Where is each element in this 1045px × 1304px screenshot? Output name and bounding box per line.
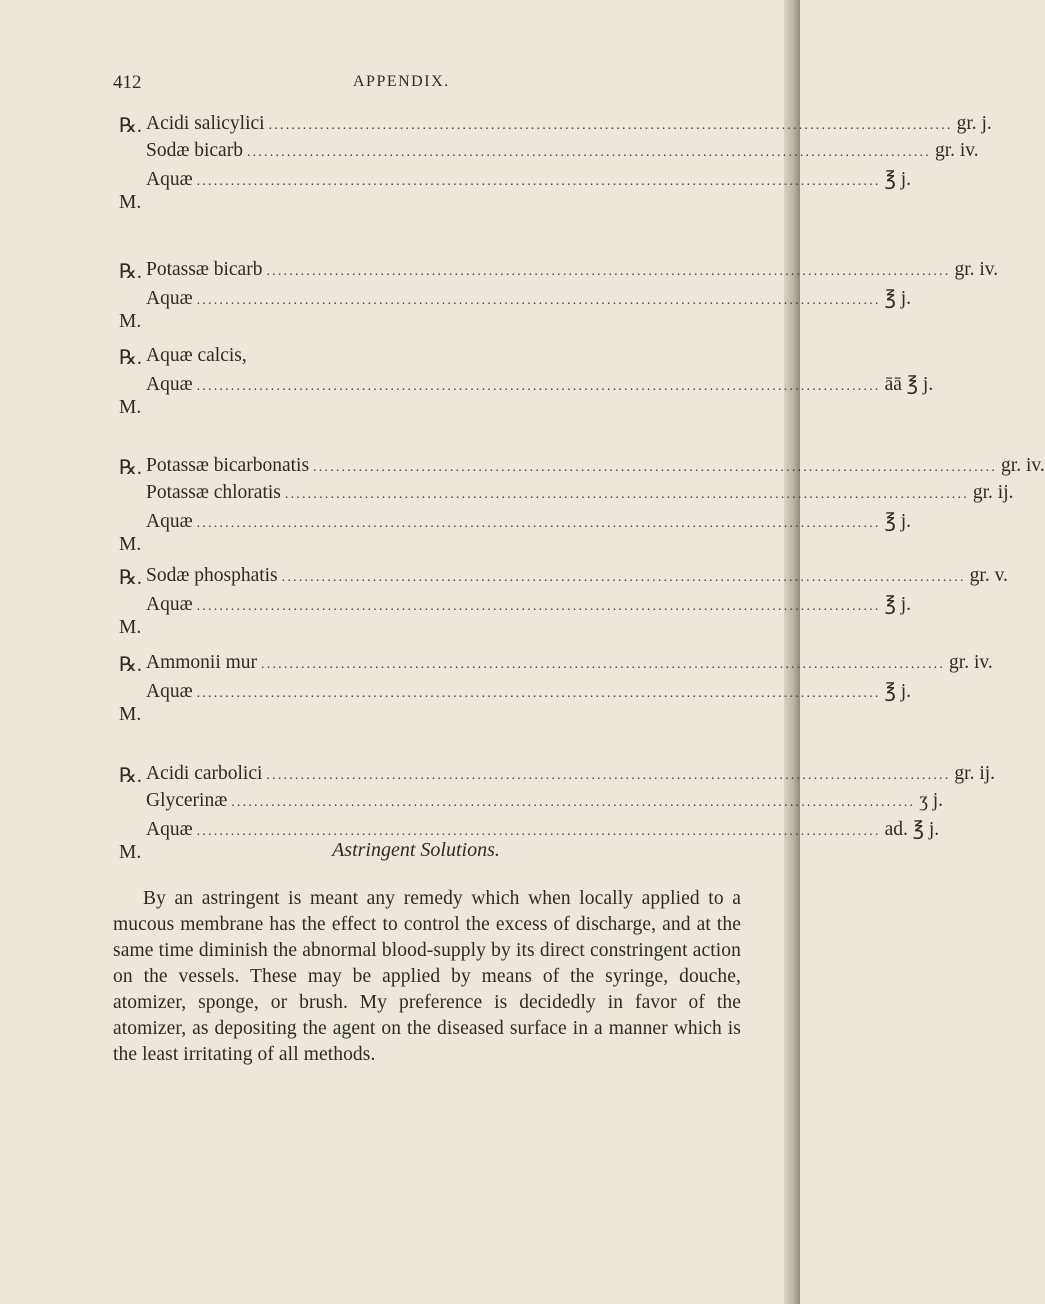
ingredient-name: Potassæ bicarbonatis bbox=[146, 455, 310, 476]
misce-mark: M. bbox=[119, 397, 142, 418]
ingredient-quantity: gr. iv. bbox=[1001, 455, 1045, 476]
ingredient-quantity: ℥ j. bbox=[884, 511, 912, 532]
body-paragraph: By an astringent is meant any remedy which when locally applied to a mucous membrane has the effect to control the excess of discharge, and at the same time diminish the abnormal blood-supply by its direct constringent action on the vessels. These may be applied by means of the syringe, douche, atomizer, sponge, or brush. My preference is decidedly in favor of the atomizer, as depositing the agent on the diseased surface in a manner which is the least irritating of all methods. bbox=[113, 888, 741, 1065]
misce-mark: M. bbox=[119, 617, 142, 638]
ingredient bbox=[146, 652, 993, 674]
ingredient-name: Glycerinæ bbox=[146, 790, 228, 811]
dot-leader: ........................................................................................................................ bbox=[196, 686, 881, 701]
ingredient-name: Aquæ bbox=[146, 819, 193, 840]
dot-leader: ........................................................................................................................ bbox=[266, 264, 951, 279]
recipe-symbol: ℞. bbox=[119, 765, 142, 787]
ingredient bbox=[146, 372, 934, 396]
misce-mark: M. bbox=[119, 192, 142, 213]
dot-leader: ........................................................................................................................ bbox=[261, 657, 946, 672]
recipe-symbol: ℞. bbox=[119, 654, 142, 676]
ingredient bbox=[146, 259, 999, 281]
ingredient-quantity: gr. iv. bbox=[954, 259, 999, 280]
ingredient bbox=[146, 592, 912, 616]
recipe-symbol: ℞. bbox=[119, 115, 142, 137]
misce-mark: M. bbox=[119, 534, 142, 555]
running-title: APPENDIX. bbox=[353, 73, 450, 90]
ingredient-quantity: āā ℥ j. bbox=[884, 374, 934, 395]
dot-leader: ........................................................................................................................ bbox=[196, 824, 881, 839]
ingredient bbox=[146, 140, 979, 162]
ingredient-name: Acidi salicylici bbox=[146, 113, 265, 134]
dot-leader: ........................................................................................................................ bbox=[313, 460, 998, 475]
ingredient-quantity: ʒ j. bbox=[919, 790, 944, 811]
ingredient-quantity: ℥ j. bbox=[884, 594, 912, 615]
ingredient bbox=[146, 286, 912, 310]
page-header bbox=[0, 72, 800, 102]
ingredient bbox=[146, 167, 912, 191]
ingredient-name: Potassæ chloratis bbox=[146, 482, 281, 503]
ingredient-name: Sodæ bicarb bbox=[146, 140, 243, 161]
ingredient-quantity: ℥ j. bbox=[884, 169, 912, 190]
ingredient-quantity: gr. iv. bbox=[949, 652, 993, 673]
dot-leader: ........................................................................................................................ bbox=[196, 516, 881, 531]
recipe-symbol: ℞. bbox=[119, 261, 142, 283]
ingredient bbox=[146, 817, 940, 841]
dot-leader: ........................................................................................................................ bbox=[284, 487, 969, 502]
dot-leader: ........................................................................................................................ bbox=[196, 174, 881, 189]
section-title: Astringent Solutions. bbox=[332, 839, 500, 861]
dot-leader: ........................................................................................................................ bbox=[231, 795, 916, 810]
ingredient bbox=[146, 455, 1045, 477]
ingredient bbox=[146, 509, 912, 533]
dot-leader: ........................................................................................................................ bbox=[281, 570, 966, 585]
ingredient-name: Potassæ bicarb bbox=[146, 259, 263, 280]
misce-mark: M. bbox=[119, 704, 142, 725]
page-edge bbox=[784, 0, 800, 1304]
dot-leader: ........................................................................................................................ bbox=[266, 768, 951, 783]
ingredient bbox=[146, 345, 706, 367]
recipe-symbol: ℞. bbox=[119, 567, 142, 589]
ingredient bbox=[146, 565, 1008, 587]
recipe-symbol: ℞. bbox=[119, 457, 142, 479]
ingredient bbox=[146, 113, 992, 135]
ingredient-quantity: ℥ j. bbox=[884, 681, 912, 702]
ingredient-name: Aquæ bbox=[146, 594, 193, 615]
misce-mark: M. bbox=[119, 842, 142, 863]
ingredient-quantity: gr. ij. bbox=[954, 763, 996, 784]
ingredient-quantity: ad. ℥ j. bbox=[884, 819, 940, 840]
ingredient-name: Aquæ calcis, bbox=[146, 345, 247, 366]
dot-leader: ........................................................................................................................ bbox=[196, 379, 881, 394]
ingredient-name: Aquæ bbox=[146, 374, 193, 395]
ingredient-quantity: gr. j. bbox=[956, 113, 992, 134]
ingredient-quantity: ℥ j. bbox=[884, 288, 912, 309]
ingredient-name: Ammonii mur bbox=[146, 652, 258, 673]
dot-leader: ........................................................................................................................ bbox=[196, 293, 881, 308]
page-number: 412 bbox=[113, 72, 142, 93]
dot-leader: ........................................................................................................................ bbox=[268, 118, 953, 133]
ingredient bbox=[146, 679, 912, 703]
recipe-symbol: ℞. bbox=[119, 347, 142, 369]
dot-leader: ........................................................................................................................ bbox=[246, 145, 931, 160]
ingredient-quantity: gr. ij. bbox=[972, 482, 1014, 503]
ingredient-quantity: gr. iv. bbox=[934, 140, 979, 161]
ingredient bbox=[146, 763, 996, 785]
ingredient bbox=[146, 790, 944, 812]
ingredient-quantity: gr. v. bbox=[969, 565, 1008, 586]
ingredient-name: Aquæ bbox=[146, 288, 193, 309]
ingredient-name: Aquæ bbox=[146, 681, 193, 702]
misce-mark: M. bbox=[119, 311, 142, 332]
ingredient-name: Aquæ bbox=[146, 511, 193, 532]
ingredient bbox=[146, 482, 1014, 504]
ingredient-name: Acidi carbolici bbox=[146, 763, 263, 784]
dot-leader: ........................................................................................................................ bbox=[196, 599, 881, 614]
ingredient-name: Sodæ phosphatis bbox=[146, 565, 278, 586]
ingredient-name: Aquæ bbox=[146, 169, 193, 190]
